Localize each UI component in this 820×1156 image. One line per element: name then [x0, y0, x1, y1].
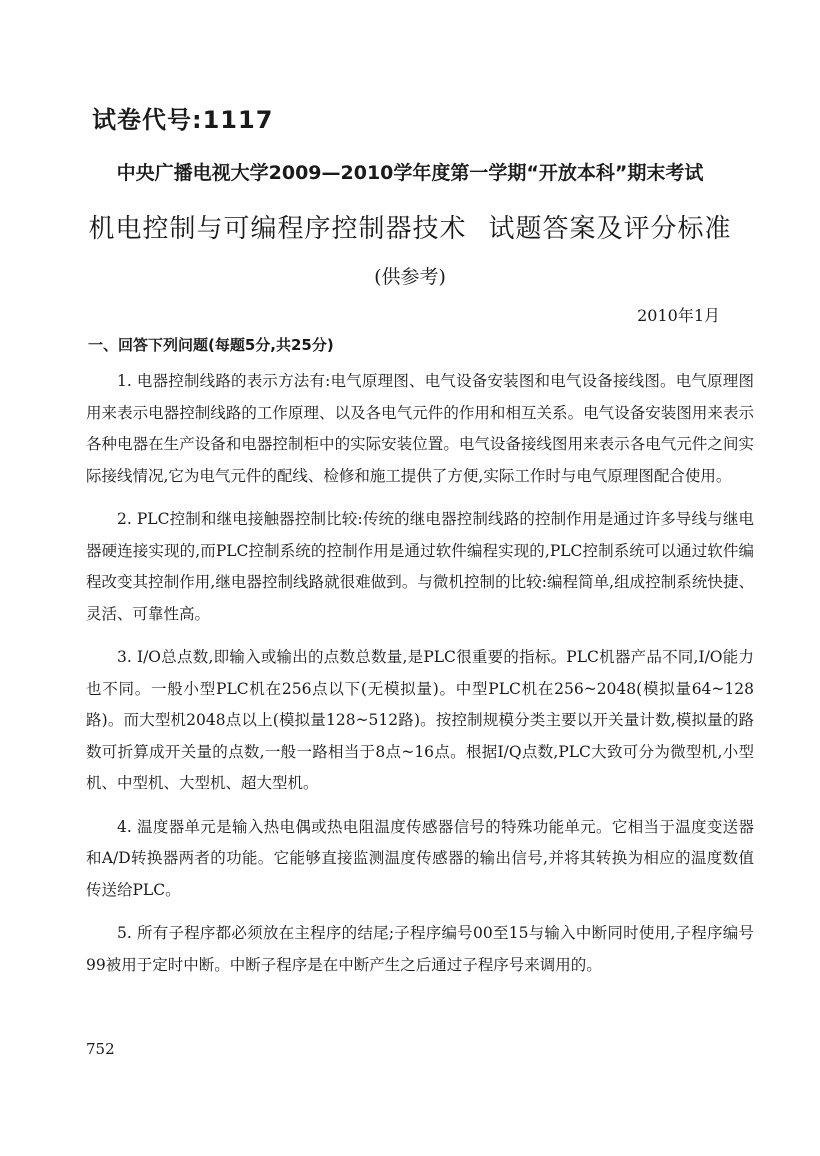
- exam-date: 2010年1月: [637, 306, 720, 325]
- document-type: 试题答案及评分标准: [488, 214, 732, 244]
- document-title: [0, 208, 820, 245]
- section-heading: 一、回答下列问题(每题5分,共25分): [88, 336, 334, 354]
- answer-paragraph: 1. 电器控制线路的表示方法有:电气原理图、电气设备安装图和电气设备接线图。电气原理图用来表示电器控制线路的工作原理、以及各电气元件的作用和相互关系。电气设备安装图用来表示各种电器在生产设备和电器控制柜中的实际安装位置。电气设备接线图用来表示各电气元件之间实际接线情况,它为电气元件的配线、检修和施工提供了方便,实际工作时与电气原理图配合使用。: [86, 372, 754, 485]
- course-name: 机电控制与可编程序控制器技术: [88, 214, 467, 244]
- paper-code: 试卷代号:1117: [92, 106, 274, 134]
- answer-paragraph: 2. PLC控制和继电接触器控制比较:传统的继电器控制线路的控制作用是通过许多导线与继电器硬连接实现的,而PLC控制系统的控制作用是通过软件编程实现的,PLC控制系统可以通过软件编程改变其控制作用,继电器控制线路就很难做到。与微机控制的比较:编程简单,组成控制系统快捷、灵活、可靠性高。: [86, 510, 754, 623]
- page-number: 752: [86, 1040, 115, 1058]
- answer-paragraph: 3. I/O总点数,即输入或输出的点数总数量,是PLC很重要的指标。PLC机器产品不同,I/O能力也不同。一般小型PLC机在256点以下(无模拟量)。中型PLC机在256~2048(模拟量64~128路)。而大型机2048点以上(模拟量128~512路)。按控制规模分类主要以开关量计数,模拟量的路数可折算成开关量的点数,一般一路相当于8点~16点。根据I/Q点数,PLC大致可分为微型机,小型机、中型机、大型机、超大型机。: [86, 648, 754, 792]
- answer-paragraph: 4. 温度器单元是输入热电偶或热电阻温度传感器信号的特殊功能单元。它相当于温度变送器和A/D转换器两者的功能。它能够直接监测温度传感器的输出信号,并将其转换为相应的温度数值传送给PLC。: [86, 817, 754, 899]
- answer-paragraph: 5. 所有子程序都必须放在主程序的结尾;子程序编号00至15与输入中断同时使用,子程序编号99被用于定时中断。中断子程序是在中断产生之后通过子程序号来调用的。: [86, 924, 754, 974]
- reference-note: (供参考): [374, 266, 446, 288]
- answer-list: [86, 366, 754, 993]
- exam-heading: 中央广播电视大学2009—2010学年度第一学期“开放本科”期末考试: [116, 162, 704, 184]
